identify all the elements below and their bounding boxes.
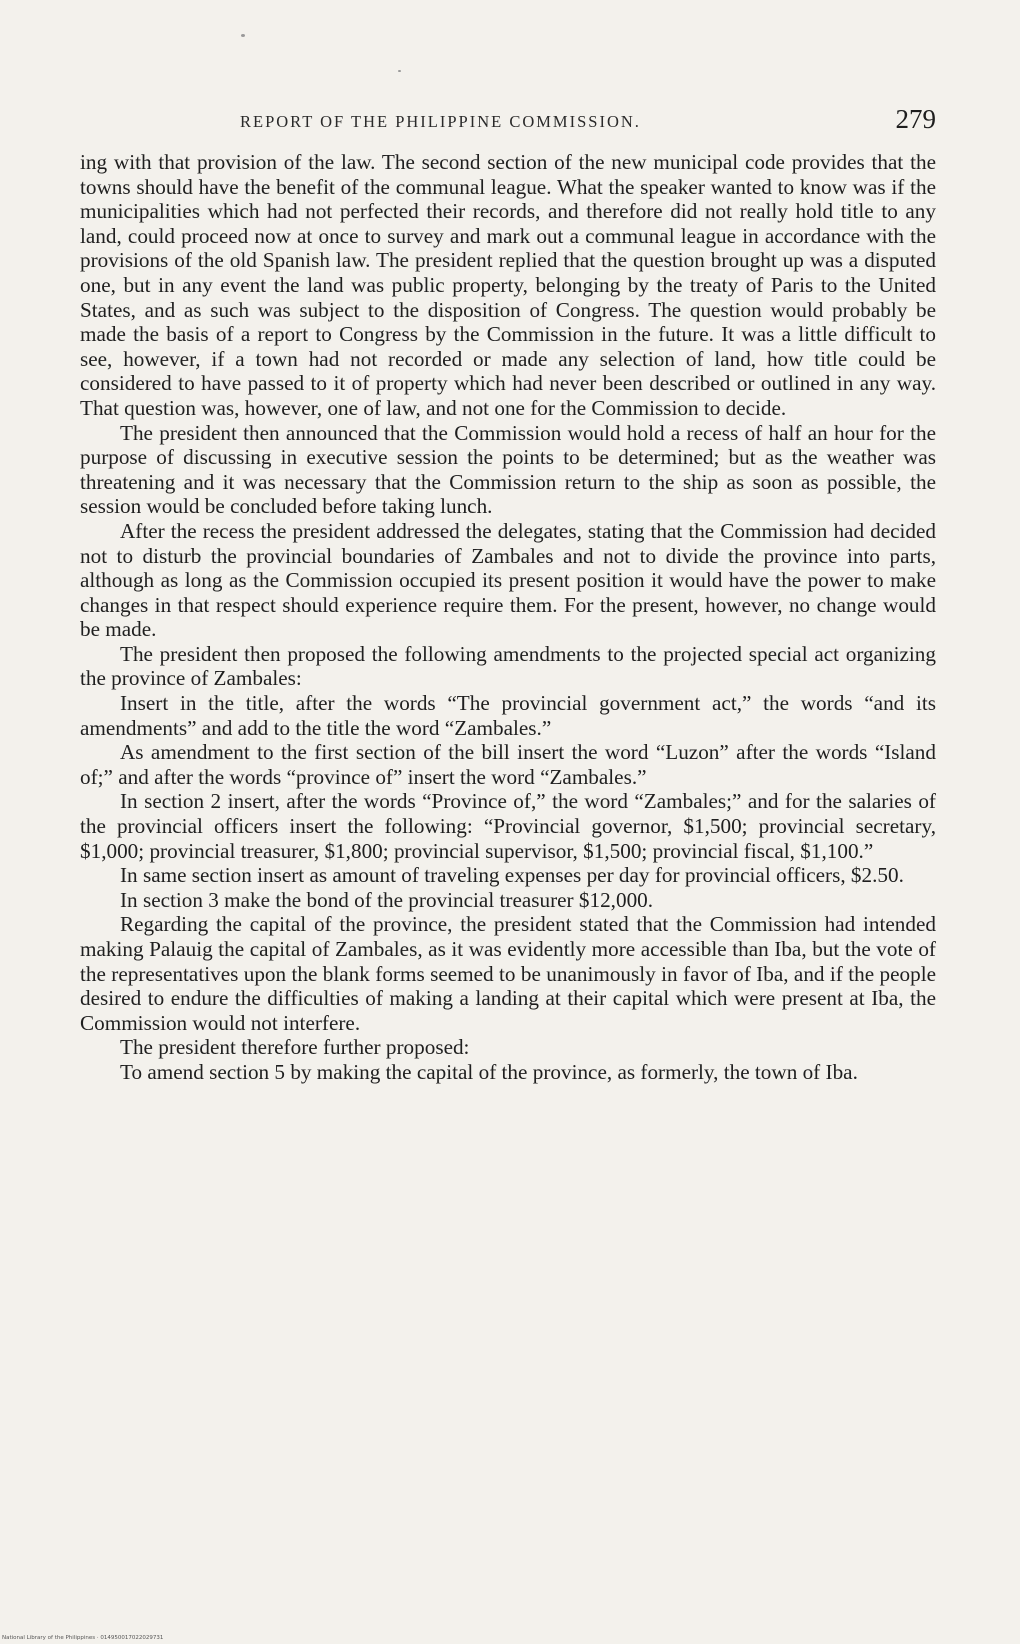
paragraph: After the recess the president addressed the delegates, stating that the Commission had decided not to disturb the provincial boundaries of Zambales and not to divide the province into parts, although as long as the Commission occupied its present position it would have the power to make changes in that respect should experience require them. For the present, however, no change would be made.: [80, 518, 936, 642]
paragraph: Regarding the capital of the province, the president stated that the Commission had intended making Palauig the capital of Zambales, as it was evidently more accessible than Iba, but the vote of the representatives upon the blank forms seemed to be unanimously in favor of Iba, and if the people desired to endure the difficulties of making a landing at their capital which were present at Iba, the Commission would not interfere.: [80, 912, 936, 1035]
paragraph: As amendment to the first section of the bill insert the word “Luzon” after the words “Island of;” and after the words “province of” insert the word “Zambales.”: [80, 740, 936, 789]
paragraph: Insert in the title, after the words “The provincial government act,” the words “and its amendments” and add to the title the word “Zambales.”: [80, 691, 936, 740]
paragraph: ing with that provision of the law. The second section of the new municipal code provides that the towns should have the benefit of the communal league. What the speaker wanted to know was if the municipalities which had not perfected their records, and therefore did not really hold title to any land, could proceed now at once to survey and mark out a communal league in accordance with the provisions of the old Spanish law. The president replied that the question brought up was a disputed one, but in any event the land was public property, belonging by the treaty of Paris to the United States, and as such was subject to the disposition of Congress. The question would probably be made the basis of a report to Congress by the Commission in the future. It was a little difficult to see, however, if a town had not recorded or made any selection of land, how title could be considered to have passed to it of property which had never been described or outlined in any way. That question was, however, one of law, and not one for the Commission to decide.: [80, 150, 936, 420]
scan-speck: [241, 34, 245, 37]
paragraph: The president then proposed the following amendments to the projected special act organizing the province of Zambales:: [80, 641, 936, 691]
body-text: [80, 150, 936, 1085]
paragraph: The president therefore further proposed:: [120, 1035, 470, 1060]
paragraph: In section 2 insert, after the words “Province of,” the word “Zambales;” and for the salaries of the provincial officers insert the following: “Provincial governor, $1,500; provincial secretary, $1,000; provincial treasurer, $1,800; provincial supervisor, $1,500; provincial fiscal, $1,100.”: [80, 789, 936, 863]
paragraph: In section 3 make the bond of the provincial treasurer $12,000.: [120, 887, 654, 912]
running-title: REPORT OF THE PHILIPPINE COMMISSION.: [240, 112, 641, 131]
paragraph: To amend section 5 by making the capital of the province, as formerly, the town of Iba.: [120, 1059, 858, 1084]
scan-speck: [398, 70, 401, 72]
paragraph: In same section insert as amount of traveling expenses per day for provincial officers, $2.50.: [120, 863, 904, 888]
running-header: [80, 104, 936, 144]
scan-footer-note: National Library of the Philippines · 014950017022029731: [2, 1635, 164, 1641]
paragraph: The president then announced that the Commission would hold a recess of half an hour for the purpose of discussing in executive session the points to be determined; but as the weather was threatening and it was necessary that the Commission return to the ship as soon as possible, the session would be concluded before taking lunch.: [80, 420, 936, 519]
page-number: 279: [895, 104, 936, 134]
